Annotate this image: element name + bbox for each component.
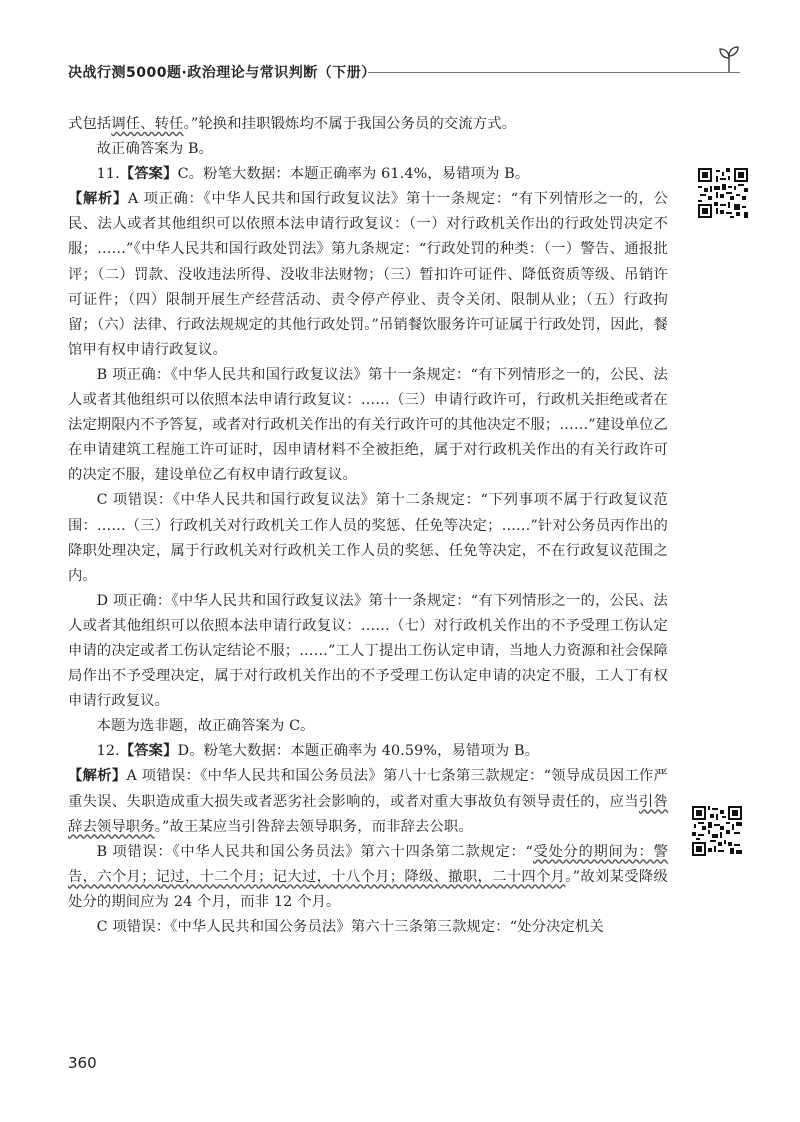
sprout-icon	[718, 46, 740, 72]
analysis-paragraph: 【解析】A 项错误：《中华人民共和国公务员法》第八十七条第三款规定：“领导成员因工作严重失误、失职造成重大损失或者恶劣社会影响的，或者对重大事故负有领导责任的，应当引咎辞去领导职务。”故王某应当引咎辞去领导职务，而非辞去公职。	[68, 768, 668, 835]
analysis-text: A 项正确：《中华人民共和国行政复议法》第十一条规定：“有下列情形之一的，公民、法人或者其他组织可以依照本法申请行政复议：（一）对行政机关作出的行政处罚决定不服；……”《中华人民共和国行政处罚法》第九条规定：“行政处罚的种类：（一）警告、通报批评；（二）罚款、没收违法所得、没收非法财物；（三）暂扣许可证件、降低资质等级、吊销许可证件；（四）限制开展生产经营活动、责令停产停业、责令关闭、限制从业；（五）行政拘留；（六）法律、行政法规规定的其他行政处罚。”吊销餐饮服务许可证属于行政处罚，因此，餐馆甲有权申请行政复议。	[68, 191, 668, 358]
running-header	[68, 60, 740, 84]
paragraph: B 项错误：《中华人民共和国公务员法》第六十四条第二款规定：“受处分的期间为：警告，六个月；记过，十二个月；记大过，十八个月；降级、撤职，二十四个月。”故刘某受降级处分的期间应为 24 个月，而非 12 个月。	[68, 843, 668, 910]
paragraph: B 项正确：《中华人民共和国行政复议法》第十一条规定：“有下列情形之一的，公民、法人或者其他组织可以依照本法申请行政复议：……（三）申请行政许可，行政机关拒绝或者在法定期限内不予答复，或者对行政机关作出的有关行政许可的其他决定不服；……”建设单位乙在申请建筑工程施工许可证时，因申请材料不全被拒绝，属于对行政机关作出的有关行政许可的决定不服，建设单位乙有权申请行政复议。	[68, 366, 668, 484]
paragraph: C 项错误：《中华人民共和国行政复议法》第十二条规定：“下列事项不属于行政复议范围：……（三）行政机关对行政机关工作人员的奖惩、任免等决定；……”针对公务员丙作出的降职处理决定，属于行政机关对行政机关工作人员的奖惩、任免等决定，不在行政复议范围之内。	[68, 492, 668, 584]
paragraph: 本题为选非题，故正确答案为 C。	[96, 718, 315, 735]
analysis-paragraph	[68, 187, 668, 363]
analysis-label: 【解析】	[68, 191, 128, 208]
qr-code-icon[interactable]	[692, 806, 742, 856]
paragraph: D 项正确：《中华人民共和国行政复议法》第十一条规定：“有下列情形之一的，公民、法人或者其他组织可以依照本法申请行政复议：……（七）对行政机关作出的不予受理工伤认定申请的决定或者工伤认定结论不服；……”工人丁提出工伤认定申请，当地人力资源和社会保障局作出不予受理决定，属于对行政机关作出的不予受理工伤认定申请的决定不服，工人丁有权申请行政复议。	[68, 592, 668, 710]
header-title: 决战行测5000题·政治理论与常识判断（下册）	[68, 62, 382, 82]
question-number: 12.	[96, 743, 120, 760]
paragraph: C 项错误：《中华人民共和国公务员法》第六十三条第三款规定：“处分决定机关	[96, 919, 604, 935]
page-number: 360	[68, 1054, 97, 1072]
answer-explanation-body	[68, 112, 668, 940]
header-rule	[368, 72, 740, 73]
answer-label: 【答案】	[119, 743, 178, 760]
answer-line	[68, 739, 668, 764]
answer-text: D。粉笔大数据：本题正确率为 40.59%，易错项为 B。	[177, 743, 540, 760]
answer-label: 【答案】	[119, 166, 178, 183]
paragraph: 故正确答案为 B。	[96, 141, 214, 158]
analysis-label: 【解析】	[68, 768, 127, 785]
question-number: 11.	[96, 166, 120, 183]
qr-code-icon[interactable]	[698, 168, 748, 218]
answer-text: C。粉笔大数据：本题正确率为 61.4%，易错项为 B。	[177, 166, 530, 183]
paragraph: 式包括调任、转任。”轮换和挂职锻炼均不属于我国公务员的交流方式。	[68, 116, 517, 132]
answer-line	[68, 162, 668, 187]
